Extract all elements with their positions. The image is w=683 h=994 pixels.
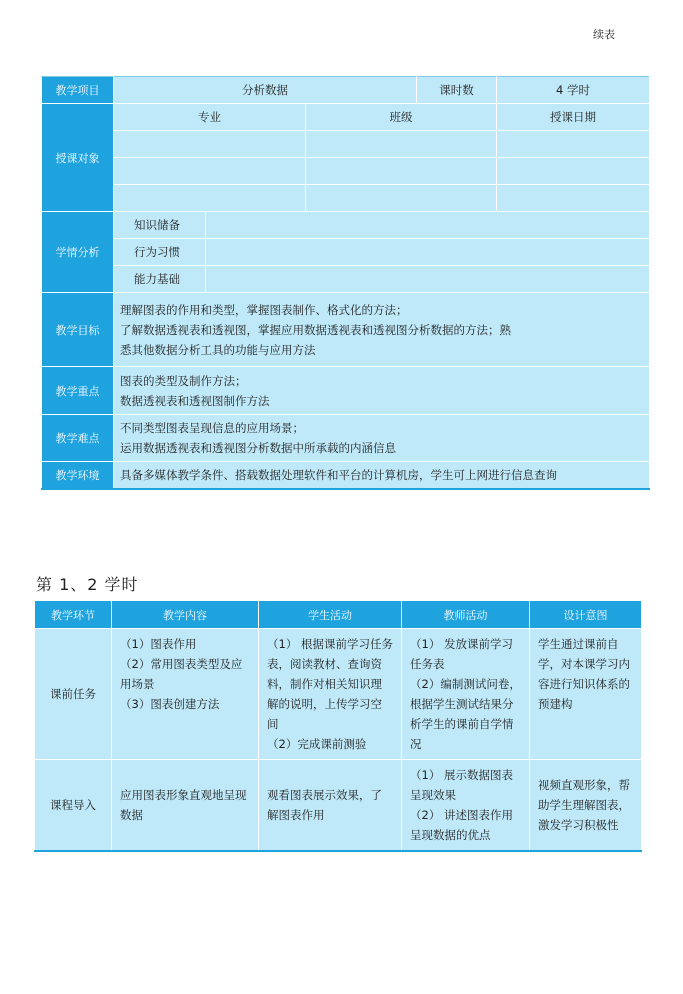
key-line: 图表的类型及制作方法； [120,373,247,388]
difficulties-text [114,415,650,462]
goals-text [114,293,650,367]
analysis-label: 学情分析 [42,212,114,293]
session-plan-table [34,600,642,852]
difficult-line: 运用数据透视表和透视图分析数据中所承载的内涵信息 [120,441,396,455]
analysis-behavior: 行为习惯 [114,239,206,266]
intent-cell [530,760,642,852]
content-line: 应用图表形象直观地呈现数据 [120,788,247,822]
analysis-cell [206,266,650,293]
intent-cell [530,629,642,760]
audience-cell [497,158,650,185]
content-line: （2）常用图表类型及应用场景 [120,657,243,691]
teacher-line: （2） 讲述图表作用呈现数据的优点 [410,808,513,842]
goals-label: 教学目标 [42,293,114,367]
difficulties-label: 教学难点 [42,415,114,462]
stage-intro: 课程导入 [35,760,112,852]
content-line: （1）图表作用 [120,637,197,651]
section-title: 第 1、2 学时 [36,575,139,594]
audience-cell [114,158,306,185]
hours-value: 4 学时 [497,77,650,104]
project-value: 分析数据 [114,77,417,104]
student-cell [259,629,402,760]
environment-text: 具备多媒体教学条件、搭载数据处理软件和平台的计算机房，学生可上网进行信息查询 [114,462,650,489]
analysis-cell [206,239,650,266]
header-student: 学生活动 [259,601,402,629]
stage-pre-class: 课前任务 [35,629,112,760]
teacher-cell [402,760,530,852]
intent-line: 学生通过课前自学，对本课学习内容进行知识体系的预建构 [538,637,630,711]
course-overview-table [41,76,650,490]
student-line: 观看图表展示效果，了解图表作用 [267,788,382,822]
analysis-ability: 能力基础 [114,266,206,293]
content-cell [112,760,259,852]
teacher-cell [402,629,530,760]
audience-cell [497,185,650,212]
key-points-text [114,367,650,415]
student-line: （1） 根据课前学习任务表，阅读教材、查询资料，制作对相关知识理解的说明，上传学习空间 [267,637,393,731]
difficult-line: 不同类型图表呈现信息的应用场景； [120,421,304,435]
environment-label: 教学环境 [42,462,114,489]
goals-line: 理解图表的作用和类型，掌握图表制作、格式化的方法； [120,302,408,317]
project-label: 教学项目 [42,77,114,104]
content-line: （3）图表创建方法 [120,697,220,711]
teacher-line: （1） 展示数据图表呈现效果 [410,768,513,802]
continued-label: 续表 [593,28,615,41]
audience-cell [497,131,650,158]
student-line: （2）完成课前测验 [267,737,367,751]
header-stage: 教学环节 [35,601,112,629]
analysis-knowledge: 知识储备 [114,212,206,239]
audience-col-major: 专业 [114,104,306,131]
key-line: 数据透视表和透视图制作方法 [120,393,270,408]
audience-col-class: 班级 [306,104,497,131]
audience-cell [114,185,306,212]
audience-cell [306,185,497,212]
goals-line: 悉其他数据分析工具的功能与应用方法 [120,342,316,357]
student-cell [259,760,402,852]
teacher-line: （1） 发放课前学习任务表 [410,637,513,671]
audience-label: 授课对象 [42,104,114,212]
hours-label: 课时数 [417,77,497,104]
audience-col-date: 授课日期 [497,104,650,131]
audience-cell [306,131,497,158]
teacher-line: （2）编制测试问卷，根据学生测试结果分析学生的课前自学情况 [410,677,521,751]
key-points-label: 教学重点 [42,367,114,415]
header-intent: 设计意图 [530,601,642,629]
goals-line: 了解数据透视表和透视图，掌握应用数据透视表和透视图分析数据的方法；熟 [120,322,511,337]
intent-line: 视频直观形象，帮助学生理解图表，激发学习积极性 [538,778,630,832]
analysis-cell [206,212,650,239]
audience-cell [306,158,497,185]
header-content: 教学内容 [112,601,259,629]
header-teacher: 教师活动 [402,601,530,629]
audience-cell [114,131,306,158]
content-cell [112,629,259,760]
